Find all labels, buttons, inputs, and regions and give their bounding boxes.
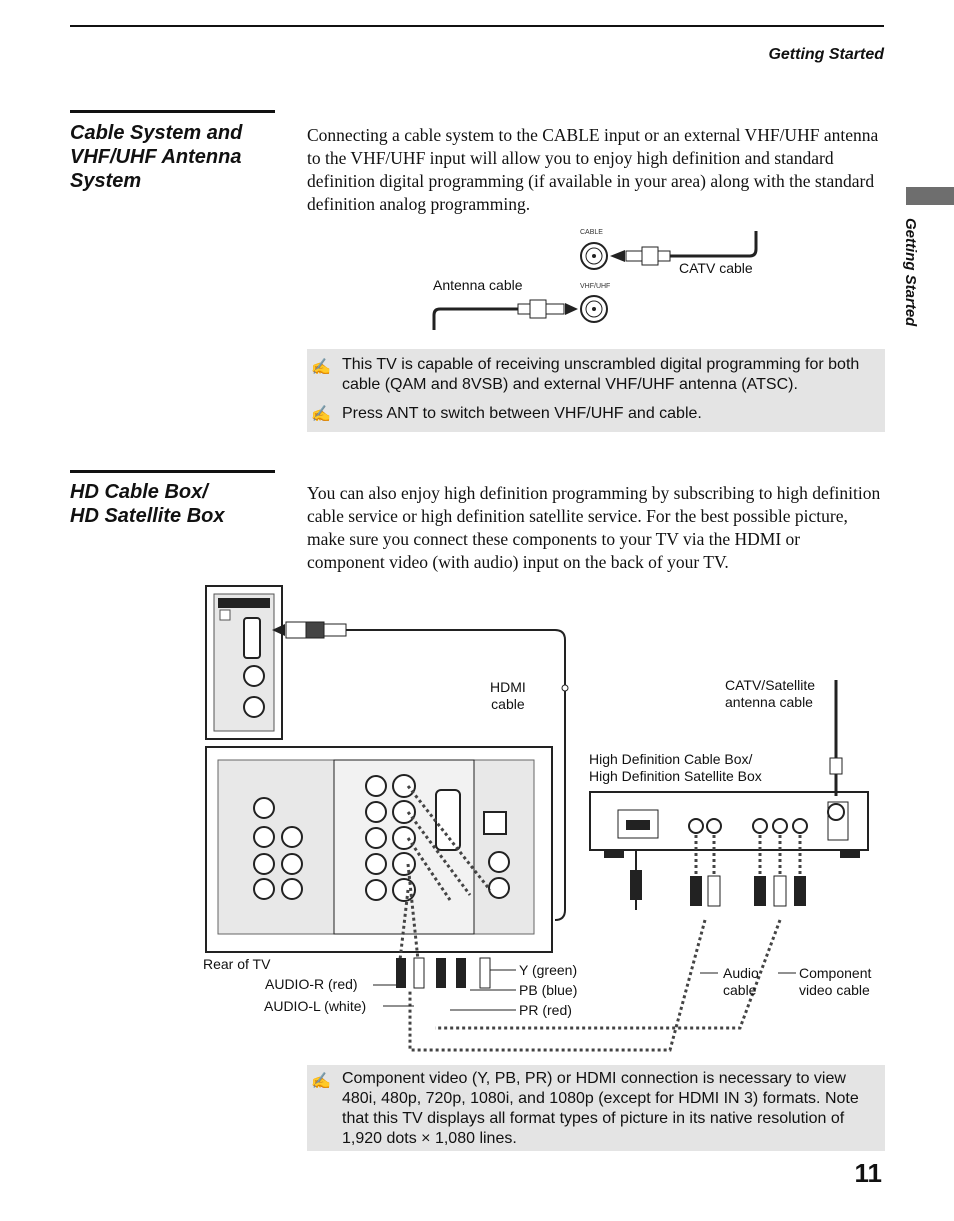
hd-box-label: High Definition Cable Box/ High Definition Satellite Box <box>589 751 762 784</box>
pr-red-label: PR (red) <box>519 1002 572 1018</box>
page-number: 11 <box>854 1158 882 1188</box>
section-body-cable: Connecting a cable system to the CABLE input or an external VHF/UHF antenna to the VHF/UHF input will allow you to enjoy high definition and standard definition digital programming (if available in your area) along with the standard definition analog programming. <box>307 125 879 214</box>
note-pencil-icon: ✍ <box>311 406 331 423</box>
note-pencil-icon: ✍ <box>311 1073 331 1090</box>
running-header: Getting Started <box>768 46 884 63</box>
hdmi-cable-label: HDMI cable <box>490 679 526 712</box>
component-cable-label: Component video cable <box>799 965 872 998</box>
section-title-hd-box: HD Cable Box/ HD Satellite Box <box>70 481 225 527</box>
audio-l-label: AUDIO-L (white) <box>264 998 367 1014</box>
side-tab-label: Getting Started <box>902 218 919 327</box>
section-body-hd-box: You can also enjoy high definition programming by subscribing to high definition cable service or high definition satellite service. For the best possible picture, make sure you connect these components to your TV via the HDMI or component video (with audio) input on the back of your TV. <box>307 483 881 572</box>
note-pencil-icon: ✍ <box>311 359 331 376</box>
cable-port-label: CABLE <box>580 229 603 236</box>
vhf-port-label: VHF/UHF <box>580 283 611 290</box>
audio-cable-label: Audio cable <box>723 965 759 998</box>
side-tab-marker <box>906 187 954 205</box>
top-rule <box>70 25 884 27</box>
y-green-label: Y (green) <box>519 962 578 978</box>
audio-r-label: AUDIO-R (red) <box>265 976 358 992</box>
section-rule <box>70 470 275 473</box>
note-text: Component video (Y, PB, PR) or HDMI connection is necessary to view 480i, 480p, 720p, 1080i, and 1080p (except for HDMI IN 3) formats. Note that this TV displays all format types of picture in its native resolution of 1,920 dots × 1,080 lines. <box>342 1070 859 1147</box>
note-text: This TV is capable of receiving unscrambled digital programming for both cable (QAM and 8VSB) and external VHF/UHF antenna (ATSC). <box>342 356 860 393</box>
section-rule <box>70 110 275 113</box>
antenna-cable-label: Antenna cable <box>433 277 523 293</box>
note-box-component <box>307 1065 885 1151</box>
catv-satellite-label: CATV/Satellite antenna cable <box>725 677 815 710</box>
note-box-antenna <box>307 349 885 432</box>
pb-blue-label: PB (blue) <box>519 982 578 998</box>
rear-of-tv-label: Rear of TV <box>203 956 271 972</box>
catv-cable-label: CATV cable <box>679 260 753 276</box>
section-title-cable: Cable System and VHF/UHF Antenna System <box>70 122 243 192</box>
note-text: Press ANT to switch between VHF/UHF and cable. <box>342 405 702 422</box>
